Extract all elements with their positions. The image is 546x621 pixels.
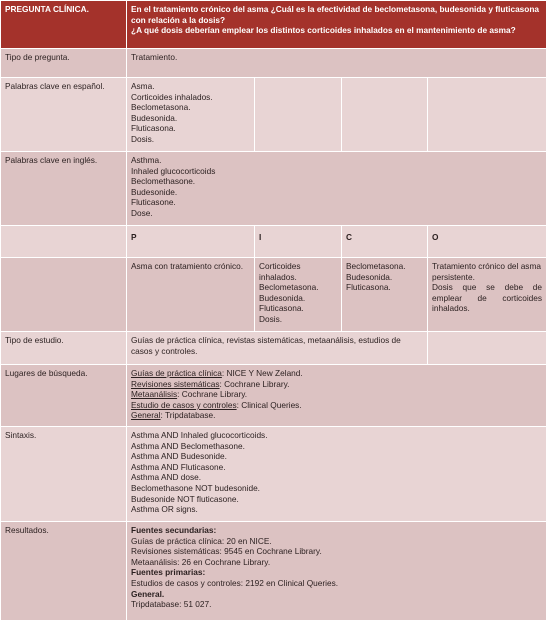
list-item: Revisiones sistemáticas: 9545 en Cochrane Library. (131, 546, 542, 557)
list-item: Metaanálisis: Cochrane Library. (131, 389, 542, 400)
list-item: Guías de práctica clínica: NICE Y New Zeland. (131, 368, 542, 379)
tipo-pregunta-row (1, 49, 546, 78)
list-item: Corticoides (259, 261, 337, 272)
pico-c-value (342, 258, 428, 332)
tipo-estudio-label: Tipo de estudio. (1, 332, 127, 365)
pico-header-row (1, 226, 546, 258)
list-item: Budesonida. (259, 293, 337, 304)
empty-cell (255, 78, 342, 152)
list-item: Dosis. (131, 134, 250, 145)
list-item: Fluticasona. (131, 123, 250, 134)
empty-cell (428, 78, 546, 152)
resultados-list (127, 522, 546, 621)
list-item: Asthma AND Fluticasone. (131, 462, 542, 473)
header-label-cell (1, 1, 127, 49)
sintaxis-label: Sintaxis. (1, 427, 127, 522)
list-item: Budesonida. (346, 272, 423, 283)
palabras-es-list (127, 78, 255, 152)
list-item: Metaanálisis: 26 en Cochrane Library. (131, 557, 542, 568)
list-item: Beclometasona. (346, 261, 423, 272)
list-item: Asthma AND Beclomethasone. (131, 441, 542, 452)
list-item: Asma. (131, 81, 250, 92)
palabras-en-row (1, 152, 546, 226)
section-title: General. (131, 589, 542, 600)
tipo-estudio-row (1, 332, 546, 365)
list-item: inhalados. (259, 272, 337, 283)
list-item: Tripdatabase: 51 027. (131, 599, 542, 610)
header-label: PREGUNTA CLÍNICA. (5, 4, 89, 14)
list-item: Beclomethasone NOT budesonide. (131, 483, 542, 494)
list-item: Dosis. (259, 314, 337, 325)
pico-i-value (255, 258, 342, 332)
question-1: En el tratamiento crónico del asma ¿Cuál es la efectividad de beclometasona, budesonida y fluticasona con relación a la dosis? (131, 4, 542, 25)
header-question-cell (127, 1, 546, 49)
empty-cell (428, 332, 546, 365)
list-item: Estudios de casos y controles: 2192 en Clinical Queries. (131, 578, 542, 589)
sintaxis-list (127, 427, 546, 522)
list-item: Budesonida. (131, 113, 250, 124)
list-item: Tratamiento crónico del asma persistente. (432, 261, 542, 282)
header-row (1, 1, 546, 49)
pico-p-text: Asma con tratamiento crónico. (131, 261, 250, 272)
lugares-label: Lugares de búsqueda. (1, 365, 127, 427)
empty-cell (1, 258, 127, 332)
list-item: Asthma. (131, 155, 542, 166)
list-item: General: Tripdatabase. (131, 410, 542, 421)
sintaxis-row (1, 427, 546, 522)
list-item: Fluticasone. (131, 197, 542, 208)
list-item: Beclometasona. (259, 282, 337, 293)
lugares-list (127, 365, 546, 427)
pico-o-value (428, 258, 546, 332)
pico-values-row (1, 258, 546, 332)
empty-cell (342, 78, 428, 152)
list-item: Fluticasona. (346, 282, 423, 293)
list-item: Fluticasona. (259, 303, 337, 314)
tipo-estudio-value: Guías de práctica clínica, revistas sistemáticas, metaanálisis, estudios de casos y controles. (127, 332, 428, 365)
palabras-es-label: Palabras clave en español. (1, 78, 127, 152)
list-item: Guías de práctica clínica: 20 en NICE. (131, 536, 542, 547)
list-item: Budesonide NOT fluticasone. (131, 494, 542, 505)
section-title: Fuentes primarias: (131, 567, 542, 578)
pico-header-p: P (127, 226, 255, 258)
pico-header-o: O (428, 226, 546, 258)
list-item: Asthma OR signs. (131, 504, 542, 515)
list-item: Estudio de casos y controles: Clinical Queries. (131, 400, 542, 411)
list-item: Dosis que se debe de emplear de corticoides inhalados. (432, 282, 542, 314)
resultados-label: Resultados. (1, 522, 127, 621)
tipo-pregunta-label: Tipo de pregunta. (1, 49, 127, 78)
list-item: Corticoides inhalados. (131, 92, 250, 103)
list-item: Budesonide. (131, 187, 542, 198)
list-item: Beclometasona. (131, 102, 250, 113)
pico-header-c: C (342, 226, 428, 258)
question-2: ¿A qué dosis deberían emplear los distintos corticoides inhalados en el mantenimiento de asma? (131, 25, 542, 36)
section-title: Fuentes secundarias: (131, 525, 542, 536)
palabras-en-list (127, 152, 546, 226)
list-item: Asthma AND Inhaled glucocorticoids. (131, 430, 542, 441)
list-item: Inhaled glucocorticoids (131, 166, 542, 177)
palabras-en-label: Palabras clave en inglés. (1, 152, 127, 226)
empty-cell (1, 226, 127, 258)
list-item: Dose. (131, 208, 542, 219)
list-item: Revisiones sistemáticas: Cochrane Library. (131, 379, 542, 390)
list-item: Beclomethasone. (131, 176, 542, 187)
pico-p-value (127, 258, 255, 332)
list-item: Asthma AND dose. (131, 472, 542, 483)
tipo-pregunta-value: Tratamiento. (127, 49, 546, 78)
pico-header-i: I (255, 226, 342, 258)
list-item: Asthma AND Budesonide. (131, 451, 542, 462)
lugares-row (1, 365, 546, 427)
palabras-es-row (1, 78, 546, 152)
resultados-row (1, 522, 546, 621)
